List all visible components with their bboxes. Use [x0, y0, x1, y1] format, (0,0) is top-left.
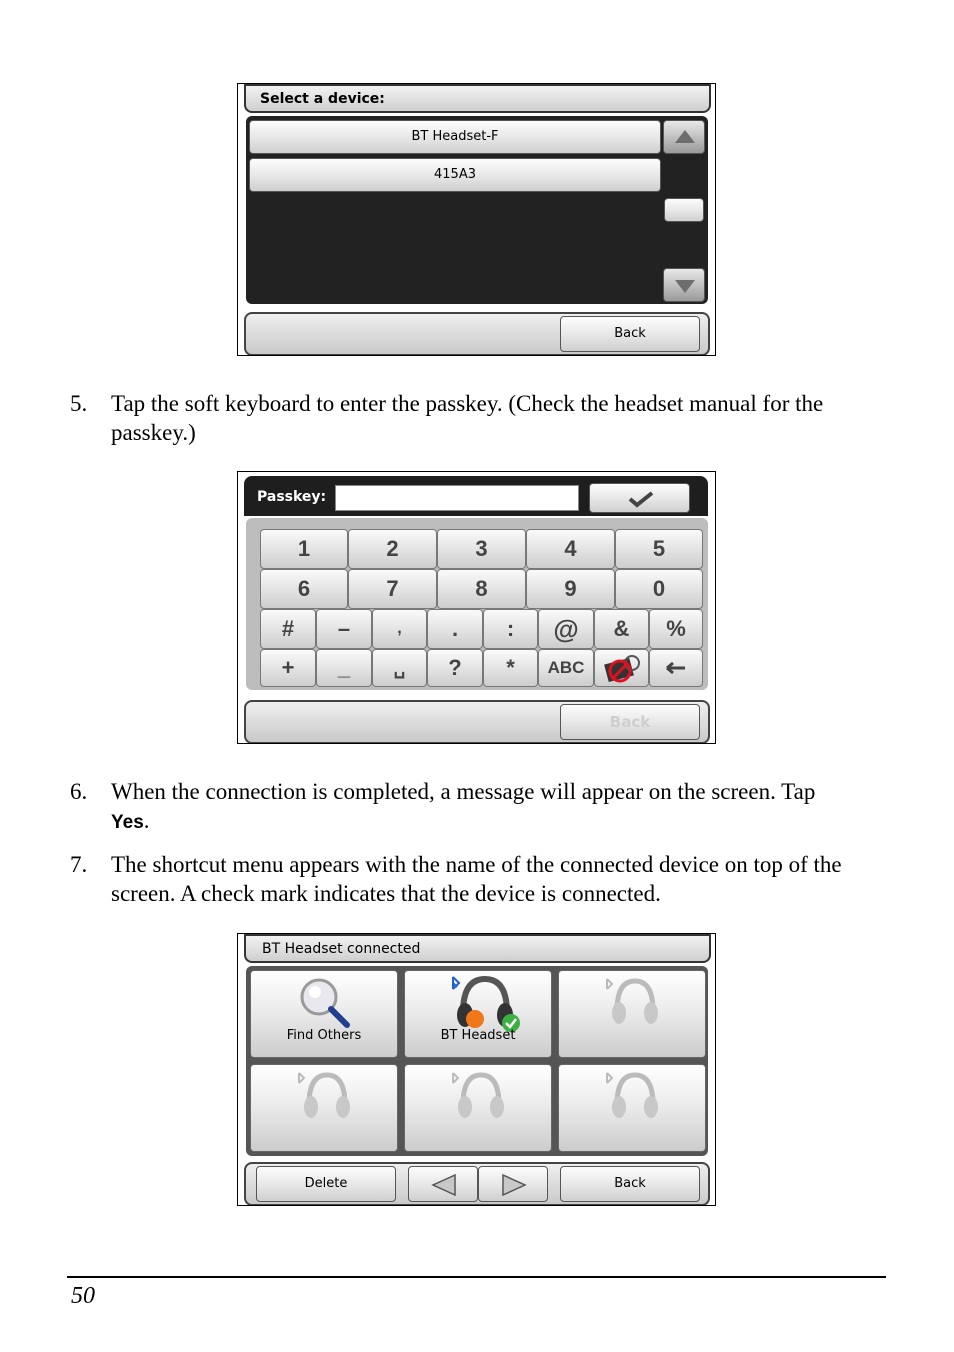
key-asterisk[interactable]: *	[483, 649, 538, 687]
footer-rule	[67, 1276, 886, 1278]
key-8[interactable]: 8	[437, 569, 526, 609]
key-period[interactable]: .	[427, 609, 483, 649]
passkey-screenshot	[237, 471, 716, 744]
headset-placeholder-icon	[603, 975, 663, 1031]
prev-page-button[interactable]	[408, 1166, 478, 1202]
key-colon[interactable]: :	[483, 609, 538, 649]
key-6[interactable]: 6	[260, 569, 348, 609]
headset-placeholder-icon	[295, 1069, 355, 1125]
tile-label: Find Others	[286, 1028, 362, 1043]
arrow-up-icon	[675, 130, 695, 143]
scroll-up-button[interactable]	[663, 120, 705, 154]
empty-headset-tile[interactable]	[558, 970, 706, 1058]
step-text: The shortcut menu appears with the name of the connected device on top of the screen. A check mark indicates that the device is connected.	[111, 852, 842, 906]
key-4[interactable]: 4	[526, 529, 615, 569]
step-number: 5.	[70, 391, 88, 416]
device-select-screenshot	[237, 83, 716, 356]
key-7[interactable]: 7	[348, 569, 437, 609]
key-comma[interactable]: ,	[372, 609, 427, 649]
back-button[interactable]: Back	[560, 316, 700, 352]
device-select-titlebar	[244, 84, 711, 113]
key-5[interactable]: 5	[615, 529, 703, 569]
step-number: 7.	[70, 852, 88, 877]
scroll-thumb[interactable]	[664, 198, 704, 222]
checkmark-icon	[627, 490, 655, 508]
arrow-down-icon	[675, 280, 695, 293]
shortcut-menu-screenshot	[237, 933, 716, 1206]
find-others-tile[interactable]	[250, 970, 398, 1058]
step-number: 6.	[70, 779, 88, 804]
passkey-input[interactable]	[335, 485, 579, 511]
step-text: Tap the soft keyboard to enter the passkey. (Check the headset manual for the passkey.)	[111, 391, 824, 445]
empty-headset-tile[interactable]	[558, 1064, 706, 1152]
key-space[interactable]: ␣	[372, 649, 427, 687]
step-text-wrap	[111, 777, 891, 837]
step-text-end: .	[143, 808, 150, 833]
back-button[interactable]: Back	[560, 1166, 700, 1202]
key-9[interactable]: 9	[526, 569, 615, 609]
device-select-title: Select a device:	[260, 91, 385, 107]
headset-connected-icon	[445, 973, 525, 1033]
step-5	[70, 389, 910, 449]
key-1[interactable]: 1	[260, 529, 348, 569]
empty-headset-tile[interactable]	[404, 1064, 552, 1152]
triangle-right-icon	[499, 1173, 529, 1197]
back-button-disabled[interactable]: Back	[560, 704, 700, 740]
next-page-button[interactable]	[478, 1166, 548, 1202]
device-item[interactable]: BT Headset-F	[249, 120, 661, 154]
empty-headset-tile[interactable]	[250, 1064, 398, 1152]
headset-placeholder-icon	[449, 1069, 509, 1125]
key-3[interactable]: 3	[437, 529, 526, 569]
key-backspace[interactable]	[649, 649, 703, 687]
bt-headset-tile[interactable]	[404, 970, 552, 1058]
triangle-left-icon	[429, 1173, 459, 1197]
key-question[interactable]: ?	[427, 649, 483, 687]
key-plus[interactable]: +	[260, 649, 316, 687]
step-7	[70, 850, 910, 910]
key-0[interactable]: 0	[615, 569, 703, 609]
shortcut-title: BT Headset connected	[262, 941, 421, 957]
key-2[interactable]: 2	[348, 529, 437, 569]
headset-placeholder-icon	[603, 1069, 663, 1125]
key-underscore[interactable]: _	[316, 649, 372, 687]
language-disabled-icon	[602, 653, 642, 683]
key-dash[interactable]: –	[316, 609, 372, 649]
tile-label: BT Headset	[440, 1028, 516, 1043]
key-ampersand[interactable]: &	[594, 609, 649, 649]
step-6	[70, 777, 910, 837]
magnifier-icon	[295, 975, 355, 1031]
shortcut-titlebar	[244, 934, 711, 963]
key-language[interactable]	[594, 649, 649, 687]
confirm-button[interactable]	[589, 483, 690, 513]
key-percent[interactable]: %	[649, 609, 703, 649]
passkey-label: Passkey:	[257, 489, 327, 505]
arrow-left-icon	[665, 661, 687, 675]
yes-keyword: Yes	[111, 812, 144, 833]
key-hash[interactable]: #	[260, 609, 316, 649]
key-at[interactable]: @	[538, 609, 594, 649]
step-text: When the connection is completed, a message will appear on the screen. Tap	[111, 779, 816, 804]
delete-button[interactable]: Delete	[256, 1166, 396, 1202]
page-number: 50	[71, 1283, 95, 1309]
scroll-down-button[interactable]	[663, 268, 705, 302]
key-abc[interactable]: ABC	[538, 649, 594, 687]
device-item[interactable]: 415A3	[249, 158, 661, 192]
